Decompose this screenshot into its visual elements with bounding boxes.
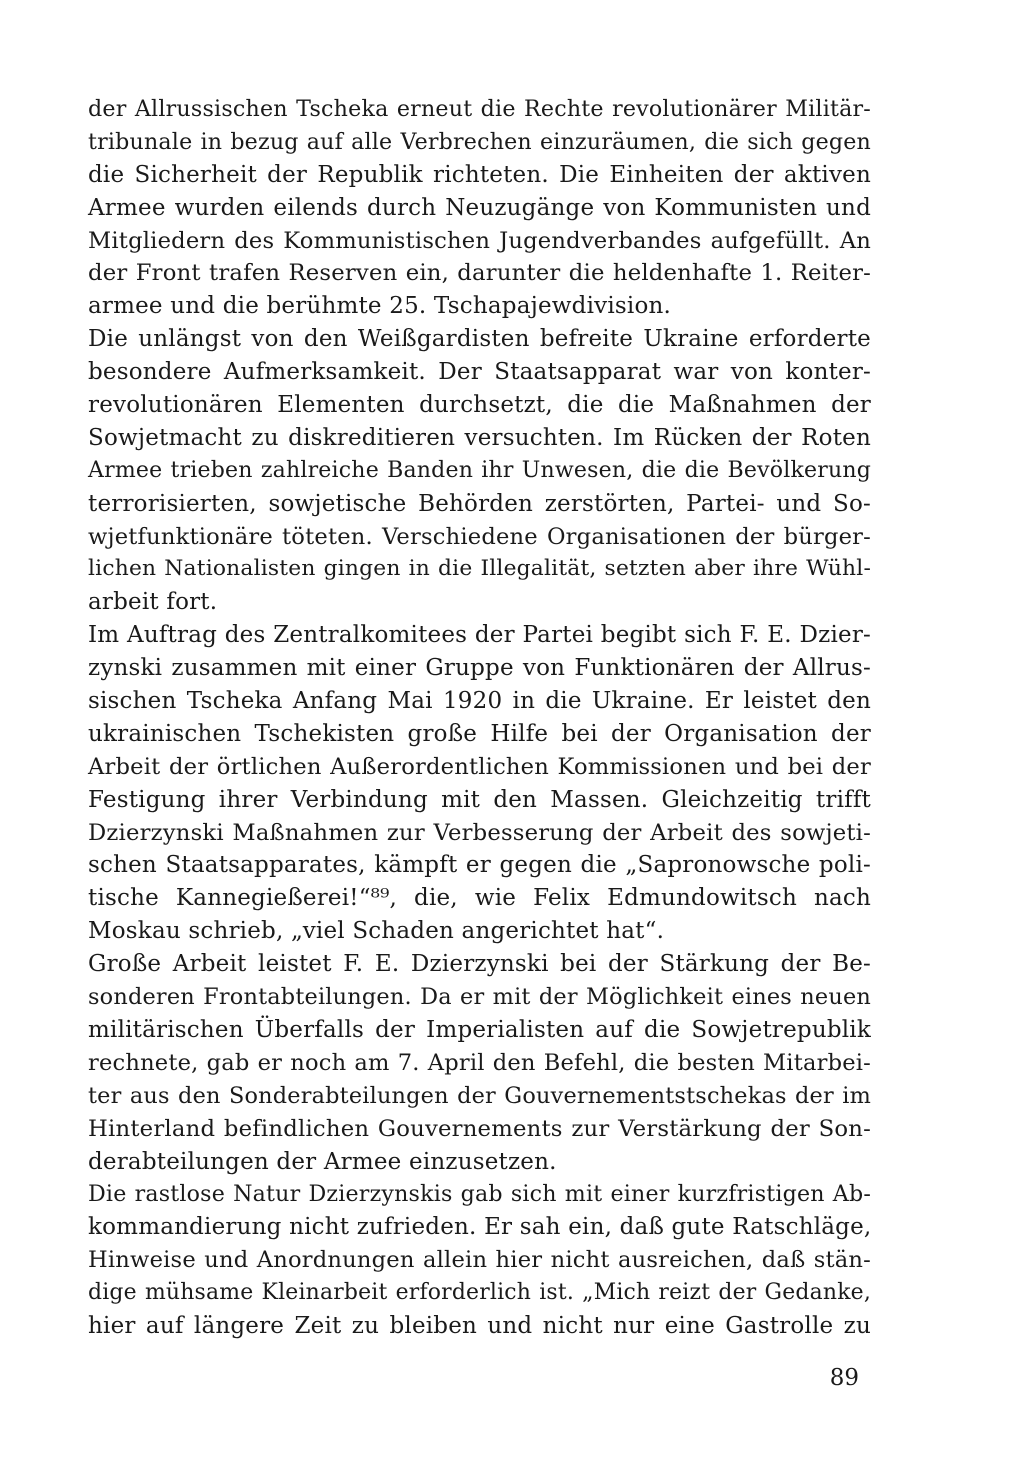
text-line: derabteilungen der Armee einzusetzen.: [88, 1148, 557, 1175]
text-line: lichen Nationalisten gingen in die Illegalität, setzten aber ihre Wühl-: [88, 556, 871, 582]
text-line: Im Auftrag des Zentralkomitees der Partei begibt sich F. E. Dzier-: [88, 622, 871, 649]
page-number: 89: [829, 1365, 859, 1391]
text-line: Mitgliedern des Kommunistischen Jugendverbandes aufgefüllt. An: [88, 227, 871, 254]
text-line: tische Kannegießerei!“⁸⁹, die, wie Felix Edmundowitsch nach: [88, 885, 871, 912]
text-line: hier auf längere Zeit zu bleiben und nicht nur eine Gastrolle zu: [88, 1312, 871, 1339]
text-line: ter aus den Sonderabteilungen der Gouvernementstschekas der im: [88, 1082, 871, 1109]
text-line: kommandierung nicht zufrieden. Er sah ein, daß gute Ratschläge,: [88, 1214, 872, 1241]
text-line: Große Arbeit leistet F. E. Dzierzynski bei der Stärkung der Be-: [88, 951, 871, 978]
text-line: rechnete, gab er noch am 7. April den Befehl, die besten Mitarbei-: [88, 1049, 871, 1076]
text-line: tribunale in bezug auf alle Verbrechen einzuräumen, die sich gegen: [88, 128, 871, 155]
text-line: die Sicherheit der Republik richteten. Die Einheiten der aktiven: [88, 161, 871, 188]
text-line: Armee wurden eilends durch Neuzugänge von Kommunisten und: [88, 194, 871, 221]
text-line: Arbeit der örtlichen Außerordentlichen Kommissionen und bei der: [88, 753, 871, 780]
body-text: [88, 93, 871, 1343]
text-line: arbeit fort.: [88, 589, 218, 616]
text-line: schen Staatsapparates, kämpft er gegen die „Sapronowsche poli-: [88, 852, 871, 879]
text-line: wjetfunktionäre töteten. Verschiedene Organisationen der bürger-: [88, 523, 871, 550]
text-line: Die unlängst von den Weißgardisten befreite Ukraine erforderte: [88, 326, 871, 353]
text-line: Festigung ihrer Verbindung mit den Massen. Gleichzeitig trifft: [88, 786, 871, 813]
text-line: Hinweise und Anordnungen allein hier nicht ausreichen, daß stän-: [88, 1247, 871, 1274]
text-line: Moskau schrieb, „viel Schaden angerichtet hat“.: [88, 918, 665, 945]
text-line: Hinterland befindlichen Gouvernements zur Verstärkung der Son-: [88, 1115, 871, 1142]
text-line: dige mühsame Kleinarbeit erforderlich ist. „Mich reizt der Gedanke,: [88, 1280, 871, 1306]
text-line: sischen Tscheka Anfang Mai 1920 in die Ukraine. Er leistet den: [88, 688, 871, 715]
text-line: Armee trieben zahlreiche Banden ihr Unwesen, die die Bevölkerung: [88, 457, 871, 483]
text-line: zynski zusammen mit einer Gruppe von Funktionären der Allrus-: [88, 655, 871, 682]
text-line: armee und die berühmte 25. Tschapajewdivision.: [88, 293, 672, 320]
text-line: sonderen Frontabteilungen. Da er mit der Möglichkeit eines neuen: [88, 984, 871, 1011]
text-line: besondere Aufmerksamkeit. Der Staatsapparat war von konter-: [88, 359, 871, 386]
text-line: Dzierzynski Maßnahmen zur Verbesserung der Arbeit des sowjeti-: [88, 819, 871, 846]
text-line: revolutionären Elementen durchsetzt, die die Maßnahmen der: [88, 392, 871, 419]
text-line: terrorisierten, sowjetische Behörden zerstörten, Partei- und So-: [88, 490, 871, 517]
text-line: militärischen Überfalls der Imperialisten auf die Sowjetrepublik: [88, 1016, 871, 1043]
text-line: Die rastlose Natur Dzierzynskis gab sich mit einer kurzfristigen Ab-: [88, 1181, 871, 1208]
text-line: der Front trafen Reserven ein, darunter die heldenhafte 1. Reiter-: [88, 260, 871, 287]
text-line: der Allrussischen Tscheka erneut die Rechte revolutionärer Militär-: [88, 96, 871, 122]
text-line: Sowjetmacht zu diskreditieren versuchten. Im Rücken der Roten: [88, 424, 871, 451]
text-line: ukrainischen Tschekisten große Hilfe bei der Organisation der: [88, 720, 871, 747]
